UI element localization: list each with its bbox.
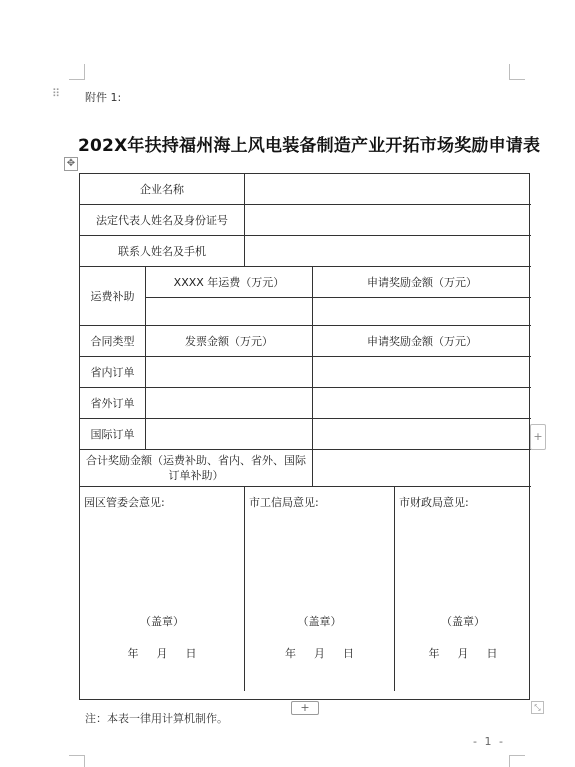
input-domestic-invoice[interactable] [146, 357, 313, 388]
opinion-finance-bureau[interactable] [395, 487, 531, 691]
input-legal-rep[interactable] [245, 205, 531, 236]
label-freight-amount: XXXX 年运费（万元） [146, 267, 313, 298]
input-freight-amount[interactable] [146, 298, 313, 326]
add-column-button[interactable]: + [530, 424, 546, 450]
label-company-name: 企业名称 [80, 174, 245, 205]
crop-mark-bottom-right [509, 755, 525, 767]
date-line: 年 月 日 [285, 647, 354, 660]
page-number: - 1 - [473, 735, 505, 748]
input-intl-apply[interactable] [313, 419, 531, 450]
crop-mark-bottom-left [69, 755, 85, 767]
opinion-title: 市工信局意见: [249, 496, 319, 509]
footnote: 注：本表一律用计算机制作。 [85, 712, 228, 725]
label-outside-order: 省外订单 [80, 388, 146, 419]
label-freight-subsidy: 运费补助 [80, 267, 146, 326]
date-line: 年 月 日 [127, 647, 197, 660]
paragraph-drag-handle-icon[interactable]: ⠿ [52, 87, 60, 100]
input-outside-invoice[interactable] [146, 388, 313, 419]
input-contact[interactable] [245, 236, 531, 267]
opinion-industry-bureau[interactable] [245, 487, 395, 691]
page-title: 202X年扶持福州海上风电装备制造产业开拓市场奖励申请表 [78, 136, 541, 156]
label-apply-amount-freight: 申请奖励金额（万元） [313, 267, 531, 298]
label-total-reward: 合计奖励金额（运费补助、省内、省外、国际订单补助） [80, 450, 313, 487]
application-table [79, 173, 530, 700]
opinion-title: 园区管委会意见: [84, 496, 165, 509]
add-row-button[interactable]: + [291, 701, 319, 715]
label-legal-rep: 法定代表人姓名及身份证号 [80, 205, 245, 236]
table-move-handle-icon[interactable]: ✥ [64, 157, 78, 171]
table-resize-icon[interactable]: ⤡ [531, 701, 544, 714]
input-domestic-apply[interactable] [313, 357, 531, 388]
input-company-name[interactable] [245, 174, 531, 205]
label-invoice-amount: 发票金额（万元） [146, 326, 313, 357]
label-intl-order: 国际订单 [80, 419, 146, 450]
seal-label: （盖章） [441, 615, 485, 628]
input-total-reward[interactable] [313, 450, 531, 487]
input-intl-invoice[interactable] [146, 419, 313, 450]
label-domestic-order: 省内订单 [80, 357, 146, 388]
input-apply-amount-freight[interactable] [313, 298, 531, 326]
label-apply-amount-contract: 申请奖励金额（万元） [313, 326, 531, 357]
seal-label: （盖章） [140, 615, 184, 628]
opinion-park-committee[interactable] [80, 487, 245, 691]
crop-mark-top-left [69, 64, 85, 80]
seal-label: （盖章） [297, 615, 342, 628]
crop-mark-top-right [509, 64, 525, 80]
label-contact: 联系人姓名及手机 [80, 236, 245, 267]
opinion-title: 市财政局意见: [399, 496, 469, 509]
label-contract-type: 合同类型 [80, 326, 146, 357]
input-outside-apply[interactable] [313, 388, 531, 419]
date-line: 年 月 日 [428, 647, 498, 660]
attachment-label: 附件 1: [85, 91, 122, 104]
